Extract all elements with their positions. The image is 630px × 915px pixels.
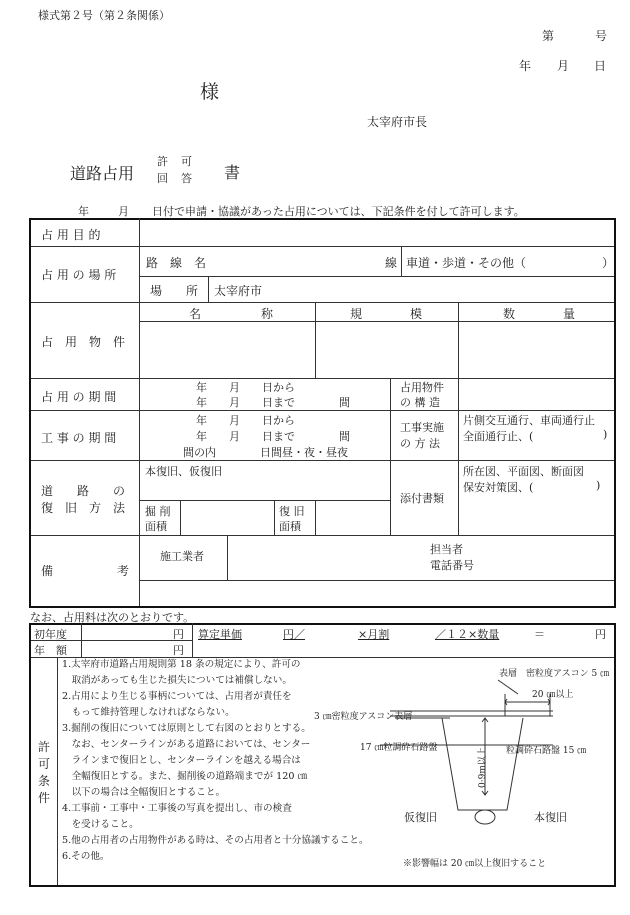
contractor-label: 施工業者 (160, 550, 204, 563)
restoration-label-2: 面積 (279, 520, 301, 533)
title-kyoka: 許 可 (157, 155, 193, 168)
excavation-label-2: 面積 (145, 520, 167, 533)
date-year: 年 (519, 59, 532, 73)
intro-month: 月 (118, 205, 129, 218)
diagram-base17-label: 17 ㎝粒調砕石路盤 (360, 743, 438, 753)
intro-year: 年 (78, 205, 89, 218)
first-year-label: 初年度 (34, 628, 67, 641)
col-name: 名 称 (189, 307, 274, 321)
period-to: 年 月 日まで 間 (196, 396, 350, 409)
unit-price-label: 算定単価 (198, 628, 242, 641)
condition-label-2: 可 (38, 757, 51, 771)
issuer: 太宰府市長 (367, 115, 428, 129)
route-suffix: 線 (385, 256, 398, 270)
work-period-label: 工 事 の 期 間 (41, 431, 117, 445)
condition-line: 3.掘削の復旧については原則として右図のとおりとする。 (62, 723, 311, 734)
condition-line: 5.他の占用者の占用物件がある時は、その占用者と十分協議すること。 (62, 835, 369, 846)
method-label-1: 工事実施 (400, 421, 444, 434)
per-label: 円／ (283, 628, 305, 641)
form-number: 様式第２号（第２条関係） (38, 9, 170, 22)
condition-line: 4.工事前・工事中・工事後の写真を提出し、市の検査 (62, 803, 292, 814)
diagram-temporary-label: 仮復旧 (404, 811, 437, 824)
title-main: 道路占用 (70, 164, 135, 183)
col-quantity: 数 量 (503, 307, 576, 321)
method-line-2: 全面通行止、( (463, 430, 534, 443)
purpose-label: 占 用 目 的 (41, 228, 101, 242)
intro-text: 日付で申請・協議があった占用については、下記条件を付して許可します。 (152, 205, 525, 218)
surface-leader (498, 680, 518, 694)
work-days: 間の内 日間昼・夜・昼夜 (183, 446, 348, 459)
condition-line: なお、センターラインがある道路においては、センター (62, 739, 311, 750)
first-year-yen: 円 (173, 628, 184, 641)
diagram-width-label: 20 ㎝以上 (532, 690, 574, 700)
condition-line: 取消があっても生じた損失については補償しない。 (62, 675, 292, 686)
condition-line: 以下の場合は全幅復旧とすること。 (62, 787, 226, 798)
work-to: 年 月 日まで 間 (196, 430, 350, 443)
title-kaito: 回 答 (157, 172, 193, 185)
restoration-label-1: 復 旧 (279, 505, 305, 518)
remarks-label-2: 考 (117, 564, 130, 578)
structure-label-1: 占用物件 (400, 381, 444, 394)
place-value: 太宰府市 (214, 284, 263, 298)
road-type: 車道・歩道・その他（ (406, 256, 527, 270)
work-from: 年 月 日から (196, 414, 295, 427)
period-label: 占 用 の 期 間 (41, 390, 117, 404)
fee-yen-end: 円 (595, 628, 606, 641)
condition-line: 6.その他。 (62, 851, 110, 862)
diagram-depth-label: 0·9m以上 (478, 747, 488, 788)
diagram-permanent-label: 本復旧 (534, 811, 567, 824)
structure-label-2: の 構 造 (400, 396, 440, 409)
phone-label: 電話番号 (430, 559, 474, 572)
number-dai: 第 (542, 29, 555, 43)
date-day: 日 (594, 59, 607, 73)
attach-label: 添付書類 (400, 492, 444, 505)
date-month: 月 (557, 59, 570, 73)
condition-line: を受けること。 (62, 819, 139, 830)
annual-yen: 円 (173, 644, 184, 657)
diagram-base15-label: 粒調砕石路盤 15 ㎝ (506, 746, 587, 756)
diagram-surface-label: 表層 密粒度アスコン 5 ㎝ (499, 669, 610, 679)
method-line-1: 片側交互通行、車両通行止 (463, 414, 595, 427)
restore-value: 本復旧、仮復旧 (145, 465, 222, 478)
condition-label-3: 条 (38, 774, 51, 788)
road-type-close: ） (602, 256, 615, 270)
addressee-sama: 様 (200, 81, 220, 103)
attach-line-2: 保安対策図、( (463, 481, 534, 494)
excavation-label-1: 掘 削 (145, 505, 171, 518)
diagram-note: ※影響幅は 20 ㎝以上復旧すること (403, 859, 547, 869)
annual-label: 年 額 (34, 644, 67, 657)
attach-close: ) (596, 479, 601, 492)
condition-line: もって維持管理しなければならない。 (62, 707, 235, 718)
condition-label-4: 件 (38, 791, 51, 805)
restore-label-2: 復 旧 方 法 (41, 501, 126, 515)
pipe (475, 810, 495, 824)
title-sho: 書 (224, 163, 241, 182)
number-go: 号 (595, 29, 608, 43)
period-from: 年 月 日から (196, 381, 295, 394)
person-label: 担当者 (430, 543, 463, 556)
restore-label-1: 道 路 の (41, 484, 126, 498)
location-label: 占 用 の 場 所 (41, 268, 117, 282)
method-close: ) (603, 428, 608, 441)
col-scale: 規 模 (350, 307, 423, 321)
fee-note: なお、占用料は次のとおりです。 (30, 611, 195, 624)
condition-line: 2.占用により生じる事柄については、占用者が責任を (62, 691, 292, 702)
remarks-label-1: 備 (41, 564, 54, 578)
condition-line: 全幅復旧とする。また、掘削後の道路端までが 120 ㎝ (62, 771, 308, 782)
diagram-temp-surface-label: 3 ㎝密粒度アスコン表層 (314, 712, 413, 722)
object-label: 占 用 物 件 (41, 335, 126, 349)
attach-line-1: 所在図、平面図、断面図 (463, 465, 584, 478)
method-label-2: の 方 法 (400, 437, 440, 450)
condition-label-1: 許 (38, 740, 51, 754)
route-label: 路 線 名 (146, 256, 207, 270)
equals-sign: ＝ (534, 628, 545, 641)
place-label: 場 所 (150, 284, 199, 298)
condition-line: ラインまで復旧とし、センターラインを越える場合は (62, 755, 301, 766)
monthly-label: ×月割 (358, 628, 390, 641)
condition-line: 1.太宰府市道路占用規則第 18 条の規定により、許可の (62, 659, 301, 670)
twelve-qty-label: ／１２×数量 (435, 628, 500, 641)
